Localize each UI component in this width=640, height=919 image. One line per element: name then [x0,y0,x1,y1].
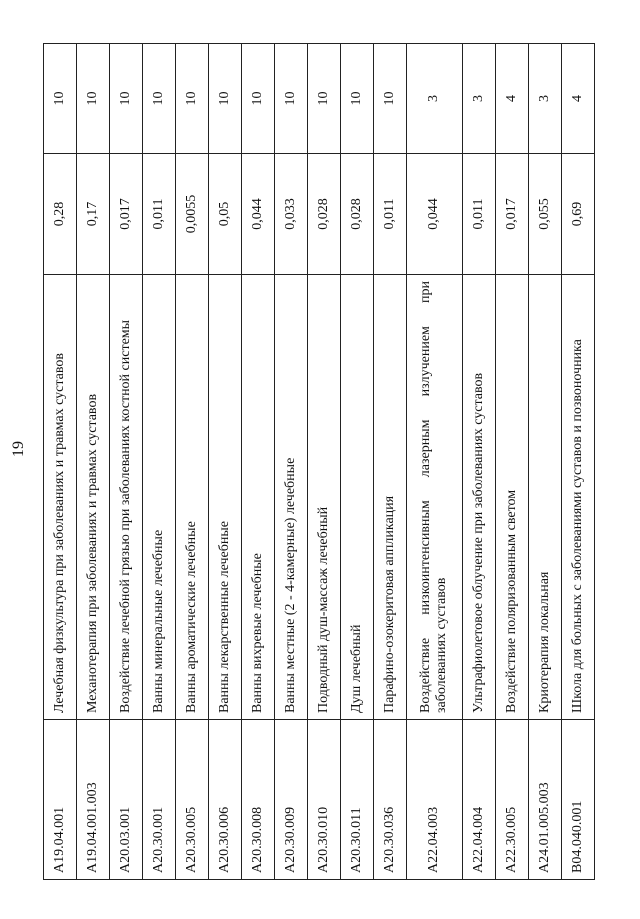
service-code-cell: A20.30.011 [341,720,374,880]
table-row [77,44,110,880]
frequency-cell: 0,69 [561,154,594,275]
service-code-cell: A20.03.001 [110,720,143,880]
service-name-cell: Ванны минеральные лечебные [143,275,176,720]
multiplicity-cell: 3 [462,44,495,154]
service-code-cell: A19.04.001.003 [77,720,110,880]
frequency-cell: 0,017 [495,154,528,275]
service-code-cell: A20.30.006 [209,720,242,880]
service-name-cell: Душ лечебный [341,275,374,720]
service-code-cell: A22.04.004 [462,720,495,880]
service-name-cell: Ванны местные (2 - 4-камерные) лечебные [275,275,308,720]
multiplicity-cell: 10 [176,44,209,154]
table-row [275,44,308,880]
table-row [407,44,463,880]
table-row [561,44,594,880]
service-name-cell: Воздействие лечебной грязью при заболеваниях костной системы [110,275,143,720]
table-row [462,44,495,880]
multiplicity-cell: 10 [242,44,275,154]
service-name-cell: Ванны ароматические лечебные [176,275,209,720]
service-code-cell: A20.30.009 [275,720,308,880]
frequency-cell: 0,028 [308,154,341,275]
frequency-cell: 0,011 [374,154,407,275]
service-code-cell: A22.30.005 [495,720,528,880]
multiplicity-cell: 3 [407,44,463,154]
service-name-cell: Ультрафиолетовое облучение при заболеваниях суставов [462,275,495,720]
table-row [341,44,374,880]
service-name-cell: Воздействие низкоинтенсивным лазерным излучением при заболеваниях суставов [407,275,463,720]
table-row [44,44,77,880]
multiplicity-cell: 10 [143,44,176,154]
service-code-cell: A20.30.001 [143,720,176,880]
multiplicity-cell: 4 [495,44,528,154]
service-name-cell: Ванны лекарственные лечебные [209,275,242,720]
multiplicity-cell: 10 [374,44,407,154]
frequency-cell: 0,011 [143,154,176,275]
frequency-cell: 0,05 [209,154,242,275]
service-name-cell: Воздействие поляризованным светом [495,275,528,720]
table-row [209,44,242,880]
service-code-cell: A19.04.001 [44,720,77,880]
frequency-cell: 0,028 [341,154,374,275]
rotated-table-sheet [43,44,595,880]
service-name-cell: Подводный душ-массаж лечебный [308,275,341,720]
service-code-cell: A20.30.010 [308,720,341,880]
service-code-cell: A20.30.036 [374,720,407,880]
page-number: 19 [10,441,27,457]
service-name-cell: Парафино-озокеритовая аппликация [374,275,407,720]
multiplicity-cell: 10 [44,44,77,154]
table-row [242,44,275,880]
table-row [110,44,143,880]
frequency-cell: 0,17 [77,154,110,275]
multiplicity-cell: 3 [528,44,561,154]
table-body [44,44,595,880]
table-row [308,44,341,880]
table-row [143,44,176,880]
multiplicity-cell: 10 [209,44,242,154]
service-name-cell: Школа для больных с заболеваниями суставов и позвоночника [561,275,594,720]
multiplicity-cell: 10 [110,44,143,154]
table-row [176,44,209,880]
frequency-cell: 0,044 [242,154,275,275]
multiplicity-cell: 10 [77,44,110,154]
service-code-cell: A22.04.003 [407,720,463,880]
multiplicity-cell: 4 [561,44,594,154]
multiplicity-cell: 10 [308,44,341,154]
frequency-cell: 0,011 [462,154,495,275]
multiplicity-cell: 10 [341,44,374,154]
table-row [528,44,561,880]
frequency-cell: 0,055 [528,154,561,275]
multiplicity-cell: 10 [275,44,308,154]
frequency-cell: 0,033 [275,154,308,275]
service-code-cell: A20.30.005 [176,720,209,880]
medical-services-table [43,43,595,880]
service-name-cell: Механотерапия при заболеваниях и травмах суставов [77,275,110,720]
service-code-cell: B04.040.001 [561,720,594,880]
service-code-cell: A24.01.005.003 [528,720,561,880]
frequency-cell: 0,044 [407,154,463,275]
frequency-cell: 0,017 [110,154,143,275]
service-name-cell: Лечебная физкультура при заболеваниях и травмах суставов [44,275,77,720]
service-name-cell: Ванны вихревые лечебные [242,275,275,720]
service-name-cell: Криотерапия локальная [528,275,561,720]
frequency-cell: 0,28 [44,154,77,275]
service-code-cell: A20.30.008 [242,720,275,880]
table-row [495,44,528,880]
frequency-cell: 0,0055 [176,154,209,275]
table-row [374,44,407,880]
